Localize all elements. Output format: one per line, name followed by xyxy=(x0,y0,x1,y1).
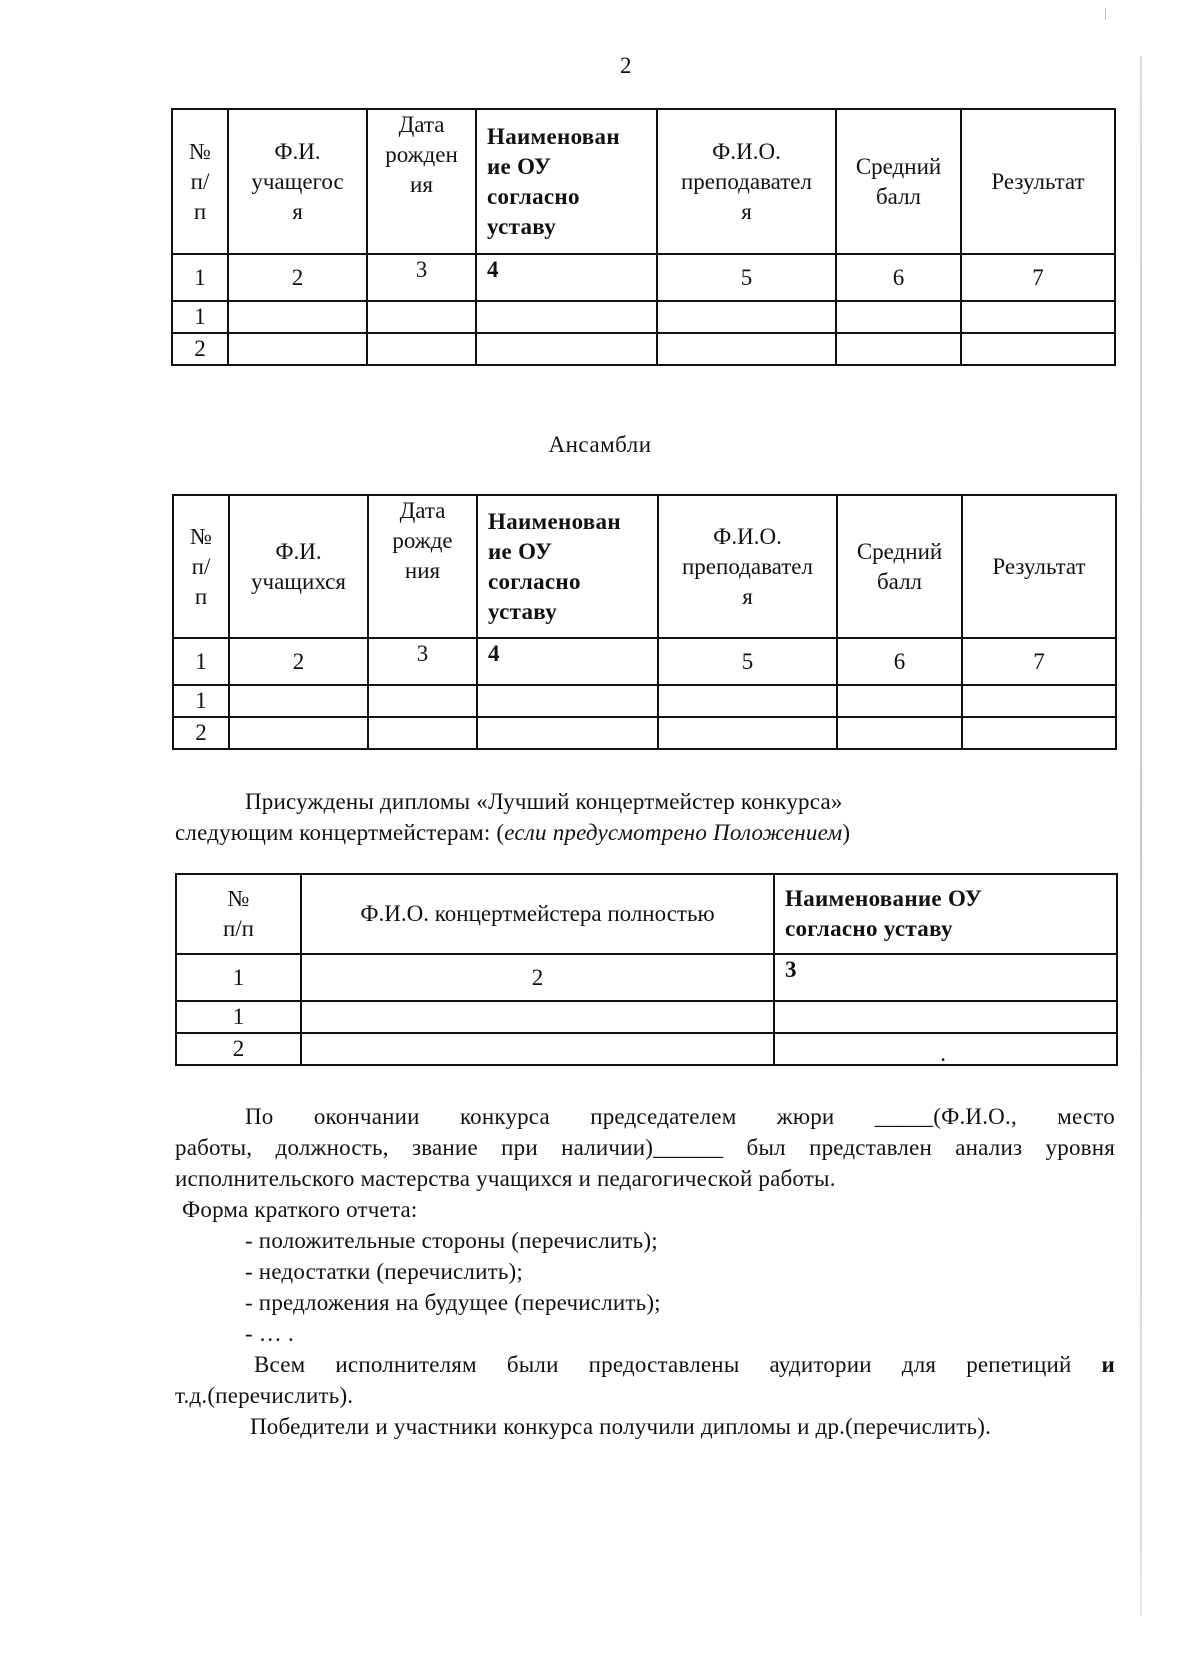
header-line: ия xyxy=(410,172,433,197)
diplomas-line-1: Присуждены дипломы «Лучший концертмейстер конкурса» xyxy=(245,789,843,814)
table-cell: 1 xyxy=(176,954,301,1001)
header-line: Ф.И.О. xyxy=(712,138,781,164)
report-list-item: - … . xyxy=(245,1321,294,1346)
table-cell: 7 xyxy=(961,254,1115,301)
table-cell xyxy=(229,685,368,717)
table-cell: 2 xyxy=(229,638,368,685)
table-cell: 1 xyxy=(172,254,228,301)
header-line: Результат xyxy=(991,168,1085,194)
table-cell xyxy=(477,717,658,749)
report-paragraph-line-2: работы, должность, звание при наличии)______ был представлен анализ уровня xyxy=(175,1135,1115,1160)
header-line: п/ xyxy=(191,553,211,579)
table-header-row xyxy=(173,495,1116,638)
results-table-soloists xyxy=(171,108,1116,366)
table-cell xyxy=(837,717,962,749)
header-line: рожде xyxy=(392,528,453,553)
table-cell: 2 xyxy=(228,254,367,301)
header-line: учащихся xyxy=(251,568,346,594)
header-line: Ф.И. xyxy=(275,538,322,564)
report-paragraph-line-3: исполнительского мастерства учащихся и педагогической работы. xyxy=(175,1166,836,1191)
header-average-score xyxy=(836,109,961,254)
header-result xyxy=(961,109,1115,254)
header-line: Ф.И.О. xyxy=(713,523,782,549)
table-cell xyxy=(657,333,836,365)
table-cell: 6 xyxy=(837,638,962,685)
report-paragraph-line-1: По окончании конкурса председателем жюри _____(Ф.И.О., место xyxy=(245,1104,1115,1129)
header-line: согласно xyxy=(488,568,581,594)
report-paragraph-2-bold: и xyxy=(1101,1352,1115,1377)
header-num xyxy=(176,874,301,954)
diplomas-line-2-italic: если предусмотрено Положением xyxy=(504,820,843,845)
table-cell: 2 xyxy=(176,1033,301,1065)
header-line: Средний xyxy=(855,153,942,179)
table-row xyxy=(172,333,1115,365)
table-cell xyxy=(658,685,837,717)
table-cell xyxy=(962,685,1116,717)
header-line: п/ xyxy=(190,168,210,194)
table-row xyxy=(176,1001,1117,1033)
header-student-name xyxy=(228,109,367,254)
report-list-item: - недостатки (перечислить); xyxy=(245,1259,524,1284)
header-line: балл xyxy=(875,183,922,209)
table-index-row xyxy=(176,954,1117,1001)
table-cell xyxy=(367,301,476,333)
header-birth-date xyxy=(368,495,477,638)
table-cell: . xyxy=(774,1033,1117,1065)
table-cell: 2 xyxy=(301,954,774,1001)
report-paragraph-2-line-1 xyxy=(254,1349,1115,1380)
table-cell xyxy=(301,1001,774,1033)
diplomas-line-2 xyxy=(175,817,850,848)
table-cell: 1 xyxy=(173,685,229,717)
report-paragraph-2-line-2: т.д.(перечислить). xyxy=(175,1383,354,1408)
header-line: я xyxy=(741,198,752,224)
table-row xyxy=(173,685,1116,717)
header-average-score xyxy=(837,495,962,638)
table-cell xyxy=(657,301,836,333)
header-line: № xyxy=(227,886,250,911)
table-cell: 1 xyxy=(173,638,229,685)
header-line: ния xyxy=(404,558,441,583)
header-teacher xyxy=(657,109,836,254)
page-number: 2 xyxy=(620,53,632,78)
header-line: уставу xyxy=(487,213,557,239)
table-header-row xyxy=(176,874,1117,954)
table-cell xyxy=(658,717,837,749)
header-organization xyxy=(477,495,658,638)
header-students-names xyxy=(229,495,368,638)
table-cell xyxy=(774,1001,1117,1033)
header-line: Дата xyxy=(399,498,446,523)
table-cell xyxy=(837,685,962,717)
table-cell: 6 xyxy=(836,254,961,301)
header-line: согласно xyxy=(487,183,580,209)
table-row xyxy=(173,717,1116,749)
table-cell xyxy=(476,333,657,365)
header-organization xyxy=(476,109,657,254)
table-cell: 3 xyxy=(774,954,1117,1001)
table-cell xyxy=(228,333,367,365)
header-line: Средний xyxy=(856,538,943,564)
header-line: Наименован xyxy=(487,123,620,149)
header-line: преподавател xyxy=(681,168,812,194)
scan-mark xyxy=(1105,8,1106,20)
header-line: уставу xyxy=(488,598,558,624)
table-cell: 2 xyxy=(173,717,229,749)
table-row xyxy=(172,301,1115,333)
table-cell xyxy=(368,685,477,717)
section-title-ensembles: Ансамбли xyxy=(548,432,652,457)
header-line: Дата xyxy=(398,112,445,137)
header-line: согласно уставу xyxy=(785,916,953,941)
table-cell xyxy=(301,1033,774,1065)
table-cell xyxy=(836,333,961,365)
scan-edge-line xyxy=(1140,56,1142,1616)
table-cell: 4 xyxy=(477,638,658,685)
table-row xyxy=(176,1033,1117,1065)
table-cell: 7 xyxy=(962,638,1116,685)
report-paragraph-3: Победители и участники конкурса получили дипломы и др.(перечислить). xyxy=(250,1414,992,1439)
header-line: Наименован xyxy=(488,508,621,534)
header-organization xyxy=(774,874,1117,954)
table-cell: 1 xyxy=(176,1001,301,1033)
header-line: Ф.И. xyxy=(274,138,321,164)
header-line: п xyxy=(193,198,207,224)
table-cell xyxy=(962,717,1116,749)
table-cell: 3 xyxy=(367,254,476,301)
table-cell xyxy=(961,333,1115,365)
report-list-item: - положительные стороны (перечислить); xyxy=(245,1228,658,1253)
table-cell xyxy=(961,301,1115,333)
table-cell xyxy=(228,301,367,333)
table-cell: 1 xyxy=(172,301,228,333)
table-cell xyxy=(229,717,368,749)
header-line: я xyxy=(292,198,303,224)
report-form-title: Форма краткого отчета: xyxy=(182,1197,418,1222)
header-line: Ф.И.О. концертмейстера полностью xyxy=(360,901,715,926)
header-line: № xyxy=(190,523,212,549)
header-line: Наименование ОУ xyxy=(785,886,983,911)
report-list-item: - предложения на будущее (перечислить); xyxy=(245,1290,661,1315)
table-cell: 5 xyxy=(657,254,836,301)
table-cell xyxy=(367,333,476,365)
header-line: ие ОУ xyxy=(487,153,552,179)
header-result xyxy=(962,495,1116,638)
diplomas-line-2-text: следующим концертмейстерам: ( xyxy=(175,820,505,845)
table-cell xyxy=(477,685,658,717)
header-line: рожден xyxy=(385,142,458,167)
table-header-row xyxy=(172,109,1115,254)
report-paragraph-2-text: Всем исполнителям были предоставлены аудитории для репетиций xyxy=(254,1352,1102,1377)
table-cell xyxy=(476,301,657,333)
diplomas-line-2-end: ) xyxy=(842,820,851,845)
header-birth-date xyxy=(367,109,476,254)
table-cell: 3 xyxy=(368,638,477,685)
table-index-row xyxy=(173,638,1116,685)
table-cell: 5 xyxy=(658,638,837,685)
table-cell xyxy=(368,717,477,749)
table-index-row xyxy=(172,254,1115,301)
header-num xyxy=(173,495,229,638)
header-line: преподавател xyxy=(682,553,813,579)
header-line: я xyxy=(742,583,753,609)
header-accompanist-name xyxy=(301,874,774,954)
header-line: Результат xyxy=(992,553,1086,579)
results-table-ensembles xyxy=(172,494,1117,750)
header-line: № xyxy=(189,138,211,164)
table-cell xyxy=(836,301,961,333)
header-line: ие ОУ xyxy=(488,538,553,564)
header-line: п xyxy=(194,583,208,609)
table-cell: 2 xyxy=(172,333,228,365)
accompanists-table xyxy=(175,873,1118,1066)
header-teacher xyxy=(658,495,837,638)
header-line: учащегос xyxy=(251,168,344,194)
header-line: п/п xyxy=(222,916,254,941)
header-line: балл xyxy=(876,568,923,594)
table-cell: 4 xyxy=(476,254,657,301)
header-num xyxy=(172,109,228,254)
